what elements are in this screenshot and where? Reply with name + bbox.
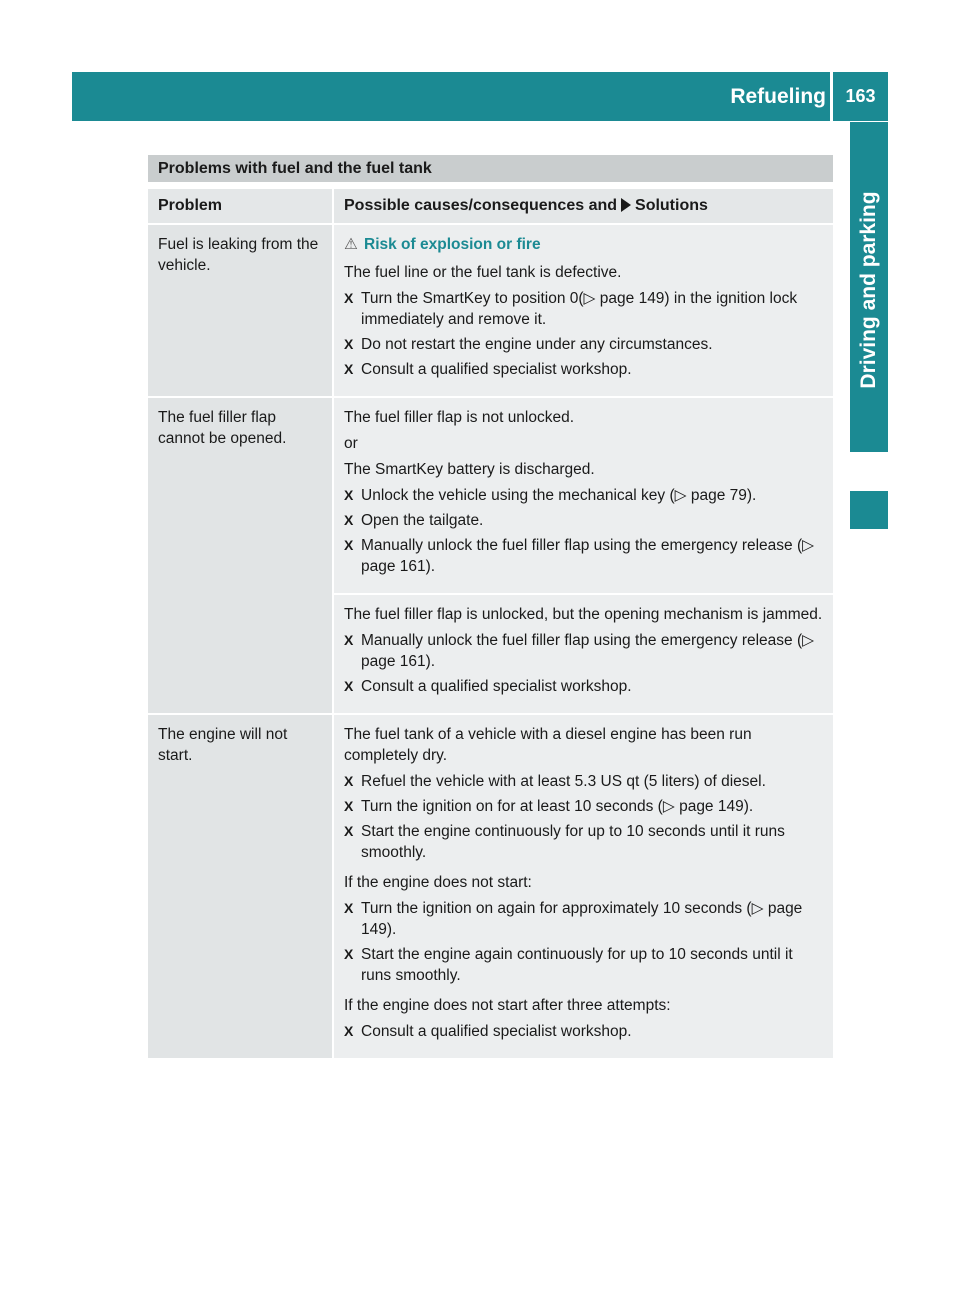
solution-block — [334, 225, 833, 396]
step-marker-icon: X — [344, 1023, 354, 1039]
step-text: Turn the ignition on again for approximately 10 seconds (▷ page 149). — [361, 900, 803, 938]
table-row — [148, 713, 833, 1058]
step-text: Turn the SmartKey to position 0(▷ page 149) in the ignition lock immediately and remove it. — [361, 290, 798, 328]
step-text: Consult a qualified specialist workshop. — [361, 678, 632, 695]
step-text: Start the engine again continuously for up to 10 seconds until it runs smoothly. — [361, 946, 793, 984]
side-marker — [850, 491, 888, 529]
header-problem: Problem — [148, 189, 334, 223]
cause-text: The SmartKey battery is discharged. — [344, 461, 595, 478]
step-marker-icon: X — [344, 773, 354, 789]
step-text: Consult a qualified specialist workshop. — [361, 361, 632, 378]
step-marker-icon: X — [344, 798, 354, 814]
step-item — [344, 535, 827, 577]
warning-triangle-icon: ⚠ — [344, 236, 358, 253]
step-marker-icon: X — [344, 678, 354, 694]
step-text: Turn the ignition on for at least 10 seconds (▷ page 149). — [361, 798, 754, 815]
cause-text: The fuel filler flap is not unlocked. — [344, 409, 575, 426]
cause-text: The fuel line or the fuel tank is defective. — [344, 264, 622, 281]
step-marker-icon: X — [344, 487, 354, 503]
condition-text: If the engine does not start: — [344, 874, 532, 891]
step-item — [344, 821, 827, 863]
cause-text: The fuel filler flap is unlocked, but the opening mechanism is jammed. — [344, 606, 823, 623]
step-item — [344, 771, 827, 792]
problem-cell: The fuel filler flap cannot be opened. — [148, 398, 334, 713]
solution-cell — [334, 715, 833, 1058]
step-text: Manually unlock the fuel filler flap using the emergency release (▷ page 161). — [361, 632, 815, 670]
step-marker-icon: X — [344, 512, 354, 528]
step-marker-icon: X — [344, 823, 354, 839]
table-row — [148, 396, 833, 713]
cause-text: The fuel tank of a vehicle with a diesel engine has been run completely dry. — [344, 726, 752, 764]
table-title: Problems with fuel and the fuel tank — [148, 155, 833, 182]
step-item — [344, 359, 827, 380]
step-marker-icon: X — [344, 537, 354, 553]
step-text: Open the tailgate. — [361, 512, 484, 529]
step-item — [344, 510, 827, 531]
step-item — [344, 676, 827, 697]
problem-cell: Fuel is leaking from the vehicle. — [148, 225, 334, 396]
step-item — [344, 1021, 827, 1042]
side-tab-label: Driving and parking — [857, 191, 880, 389]
solution-block — [334, 593, 833, 713]
step-text: Refuel the vehicle with at least 5.3 US qt (5 liters) of diesel. — [361, 773, 766, 790]
table-row — [148, 223, 833, 396]
condition-text: If the engine does not start after three attempts: — [344, 997, 671, 1014]
step-item — [344, 288, 827, 330]
step-item — [344, 898, 827, 940]
step-item — [344, 485, 827, 506]
step-marker-icon: X — [344, 946, 354, 962]
or-text: or — [344, 435, 358, 452]
table-header — [148, 189, 833, 223]
step-item — [344, 796, 827, 817]
step-item — [344, 944, 827, 986]
problems-table — [148, 155, 833, 1058]
warning-line — [344, 234, 827, 255]
header-solutions-label: Solutions — [635, 197, 708, 214]
step-marker-icon: X — [344, 290, 354, 306]
solution-block — [334, 715, 833, 1058]
header-solutions — [334, 189, 833, 223]
solution-cell — [334, 225, 833, 396]
arrow-right-icon — [621, 198, 631, 212]
step-marker-icon: X — [344, 632, 354, 648]
step-item — [344, 630, 827, 672]
step-text: Start the engine continuously for up to 10 seconds until it runs smoothly. — [361, 823, 785, 861]
step-item — [344, 334, 827, 355]
step-marker-icon: X — [344, 336, 354, 352]
problem-cell: The engine will not start. — [148, 715, 334, 1058]
header-causes-label: Possible causes/consequences and — [344, 197, 618, 214]
step-marker-icon: X — [344, 361, 354, 377]
solution-block — [334, 398, 833, 593]
page-number: 163 — [833, 72, 888, 121]
warning-text: Risk of explosion or fire — [364, 236, 541, 253]
step-text: Consult a qualified specialist workshop. — [361, 1023, 632, 1040]
solution-cell — [334, 398, 833, 713]
section-title: Refueling — [730, 85, 826, 108]
step-text: Manually unlock the fuel filler flap using the emergency release (▷ page 161). — [361, 537, 815, 575]
step-text: Do not restart the engine under any circumstances. — [361, 336, 713, 353]
step-marker-icon: X — [344, 900, 354, 916]
step-text: Unlock the vehicle using the mechanical key (▷ page 79). — [361, 487, 757, 504]
